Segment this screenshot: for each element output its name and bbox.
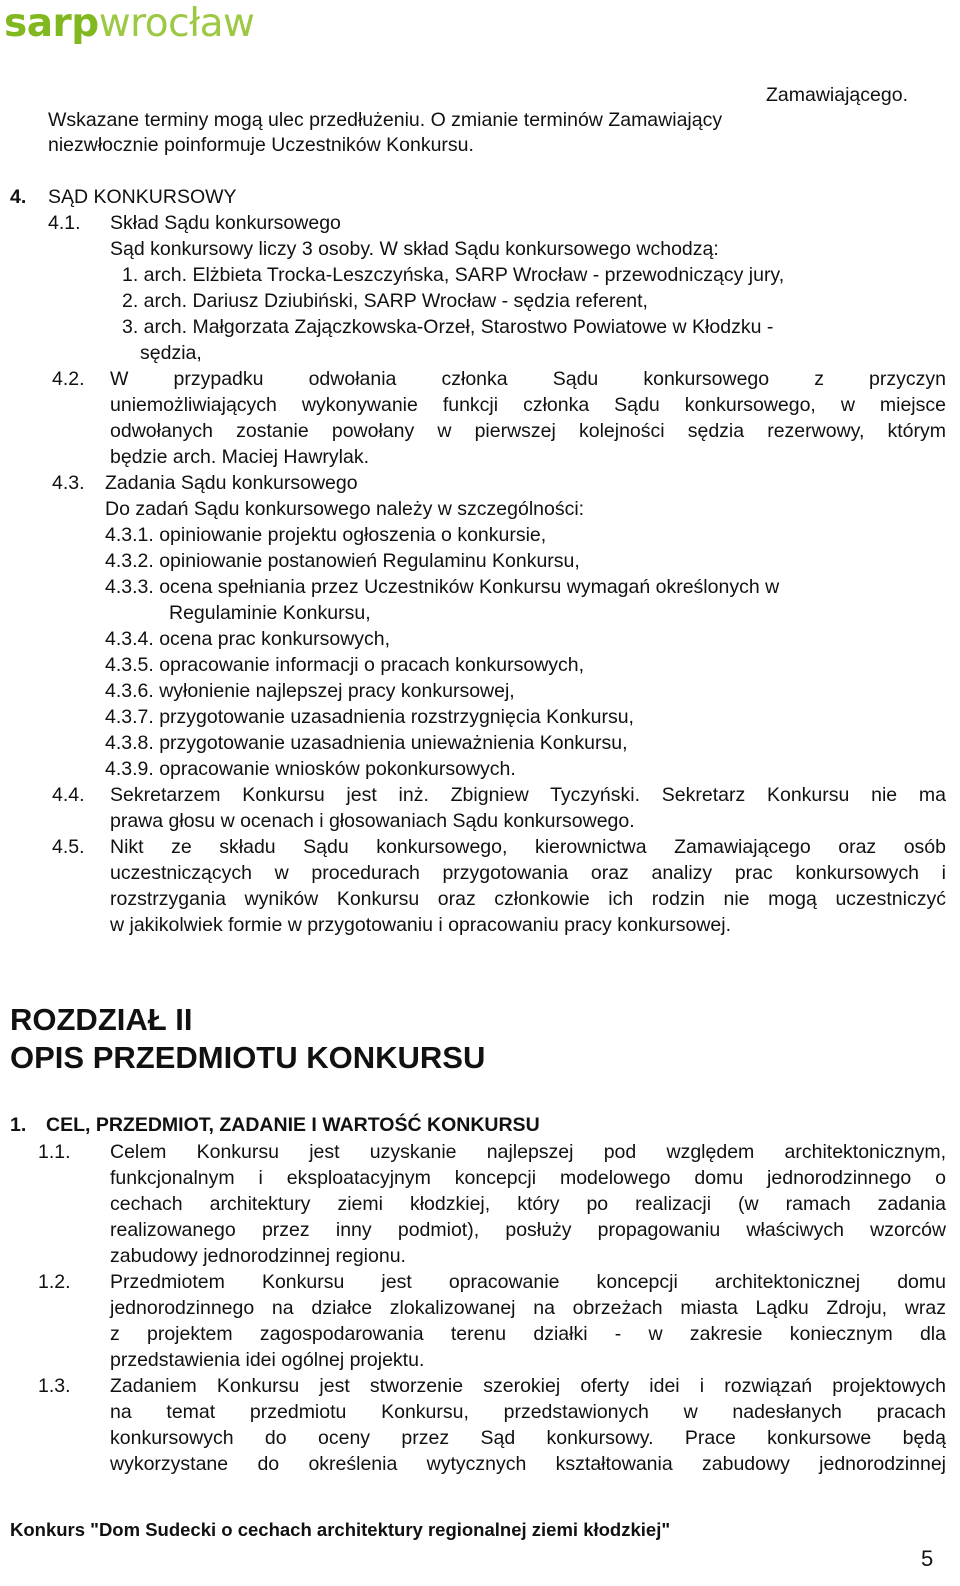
list-item: 4.3.3. ocena spełniania przez Uczestników Konkursu wymagań określonych w xyxy=(105,576,780,598)
text-line: Sąd konkursowy liczy 3 osoby. W skład Sądu konkursowego wchodzą: xyxy=(110,238,719,260)
text-line: zabudowy jednorodzinnej regionu. xyxy=(110,1245,406,1267)
text-line-content: Przedmiotem Konkursu jest opracowanie koncepcji architektonicznej domu xyxy=(110,1271,946,1293)
text-line-content: funkcjonalnym i eksploatacyjnym koncepcji modelowego domu jednorodzinnego o xyxy=(110,1167,946,1189)
text-line xyxy=(110,1455,946,1475)
text-line xyxy=(110,1143,946,1163)
text-line-content: Celem Konkursu jest uzyskanie najlepszej pod względem architektonicznym, xyxy=(110,1141,946,1163)
section-heading: CEL, PRZEDMIOT, ZADANIE I WARTOŚĆ KONKURSU xyxy=(46,1114,540,1136)
list-item: 1. arch. Elżbieta Trocka-Leszczyńska, SARP Wrocław - przewodniczący jury, xyxy=(122,264,785,286)
page-number: 5 xyxy=(921,1546,934,1571)
section-number: 4. xyxy=(10,186,27,208)
item-number: 1.1. xyxy=(38,1141,71,1163)
text-line-content: Nikt ze składu Sądu konkursowego, kierownictwa Zamawiającego oraz osób xyxy=(110,836,946,858)
text-line: przedstawienia idei ogólnej projektu. xyxy=(110,1349,425,1371)
text-line: Zamawiającego. xyxy=(766,84,908,106)
text-line xyxy=(110,1221,946,1241)
text-line: prawa głosu w ocenach i głosowaniach Sądu konkursowego. xyxy=(110,810,635,832)
logo-wroclaw: wrocław xyxy=(98,1,255,46)
text-line-content: cechach architektury ziemi kłodzkiej, który po realizacji (w ramach zadania xyxy=(110,1193,946,1215)
item-number: 4.4. xyxy=(52,784,85,806)
item-number: 1.3. xyxy=(38,1375,71,1397)
text-line xyxy=(110,890,946,910)
list-item-continuation: sędzia, xyxy=(140,342,202,364)
section-number: 1. xyxy=(10,1114,27,1136)
text-line-content: wykorzystane do określenia wytycznych kształtowania zabudowy jednorodzinnej xyxy=(110,1453,946,1475)
item-number: 4.3. xyxy=(52,472,85,494)
text-line: Wskazane terminy mogą ulec przedłużeniu. O zmianie terminów Zamawiający xyxy=(48,109,723,131)
list-item: 4.3.5. opracowanie informacji o pracach konkursowych, xyxy=(105,654,585,676)
text-line-content: W przypadku odwołania członka Sądu konkursowego z przyczyn xyxy=(110,368,946,390)
text-line-content: konkursowych do oceny przez Sąd konkursowy. Prace konkursowe będą xyxy=(110,1427,946,1449)
item-number: 1.2. xyxy=(38,1271,71,1293)
item-number: 4.2. xyxy=(52,368,85,390)
text-line-content: Zadaniem Konkursu jest stworzenie szerokiej oferty idei i rozwiązań projektowych xyxy=(110,1375,946,1397)
text-line: Do zadań Sądu konkursowego należy w szczególności: xyxy=(105,498,585,520)
text-line-content: Sekretarzem Konkursu jest inż. Zbigniew Tyczyński. Sekretarz Konkursu nie ma xyxy=(110,784,946,806)
section-heading: SĄD KONKURSOWY xyxy=(48,186,237,208)
page-footer: Konkurs "Dom Sudecki o cechach architektury regionalnej ziemi kłodzkiej" xyxy=(10,1519,671,1540)
list-item: 2. arch. Dariusz Dziubiński, SARP Wrocław - sędzia referent, xyxy=(122,290,648,312)
logo-sarp: sarp xyxy=(4,1,99,46)
chapter-title: OPIS PRZEDMIOTU KONKURSU xyxy=(10,1040,486,1075)
text-line xyxy=(110,422,946,442)
text-line-content: realizowanego przez inny podmiot), posłuży propagowaniu właściwych wzorców xyxy=(110,1219,946,1241)
list-item: 4.3.2. opiniowanie postanowień Regulaminu Konkursu, xyxy=(105,550,580,572)
text-line xyxy=(110,1325,946,1345)
item-number: 4.1. xyxy=(48,212,81,234)
text-line-content: na temat przedmiotu Konkursu, przedstawionych w nadesłanych pracach xyxy=(110,1401,946,1423)
text-line-content: jednorodzinnego na działce zlokalizowanej na obrzeżach miasta Lądku Zdroju, wraz xyxy=(110,1297,946,1319)
text-line-content: uniemożliwiających wykonywanie funkcji członka Sądu konkursowego, w miejsce xyxy=(110,394,946,416)
text-line xyxy=(110,396,946,416)
text-line xyxy=(110,864,946,884)
text-line xyxy=(110,1429,946,1449)
text-line xyxy=(110,370,946,390)
list-item-continuation: Regulaminie Konkursu, xyxy=(169,602,371,624)
list-item: 4.3.4. ocena prac konkursowych, xyxy=(105,628,391,650)
list-item: 4.3.7. przygotowanie uzasadnienia rozstrzygnięcia Konkursu, xyxy=(105,706,634,728)
list-item: 4.3.8. przygotowanie uzasadnienia unieważnienia Konkursu, xyxy=(105,732,628,754)
list-item: 4.3.1. opiniowanie projektu ogłoszenia o konkursie, xyxy=(105,524,547,546)
text-line xyxy=(110,838,946,858)
text-line: w jakikolwiek formie w przygotowaniu i opracowaniu pracy konkursowej. xyxy=(110,914,732,936)
text-line-content: rozstrzygania wyników Konkursu oraz członkowie ich rodzin nie mogą uczestniczyć xyxy=(110,888,946,910)
text-line: niezwłocznie poinformuje Uczestników Konkursu. xyxy=(48,134,474,156)
chapter-heading: ROZDZIAŁ II xyxy=(10,1002,193,1037)
text-line-content: uczestniczących w procedurach przygotowania oraz analizy prac konkursowych i xyxy=(110,862,946,884)
item-title: Zadania Sądu konkursowego xyxy=(105,472,358,494)
sarp-wroclaw-logo xyxy=(4,1,255,46)
text-line-content: odwołanych zostanie powołany w pierwszej kolejności sędzia rezerwowy, którym xyxy=(110,420,946,442)
text-line xyxy=(110,1169,946,1189)
text-line xyxy=(110,1195,946,1215)
text-line xyxy=(110,1273,946,1293)
text-line-content: z projektem zagospodarowania terenu działki - w zakresie koniecznym dla xyxy=(110,1323,946,1345)
list-item: 4.3.6. wyłonienie najlepszej pracy konkursowej, xyxy=(105,680,515,702)
list-item: 3. arch. Małgorzata Zajączkowska-Orzeł, Starostwo Powiatowe w Kłodzku - xyxy=(122,316,774,338)
text-line xyxy=(110,786,946,806)
text-line: będzie arch. Maciej Hawrylak. xyxy=(110,446,370,468)
text-line xyxy=(110,1299,946,1319)
text-line xyxy=(110,1403,946,1423)
list-item: 4.3.9. opracowanie wniosków pokonkursowych. xyxy=(105,758,516,780)
item-title: Skład Sądu konkursowego xyxy=(110,212,341,234)
text-line xyxy=(110,1377,946,1397)
item-number: 4.5. xyxy=(52,836,85,858)
